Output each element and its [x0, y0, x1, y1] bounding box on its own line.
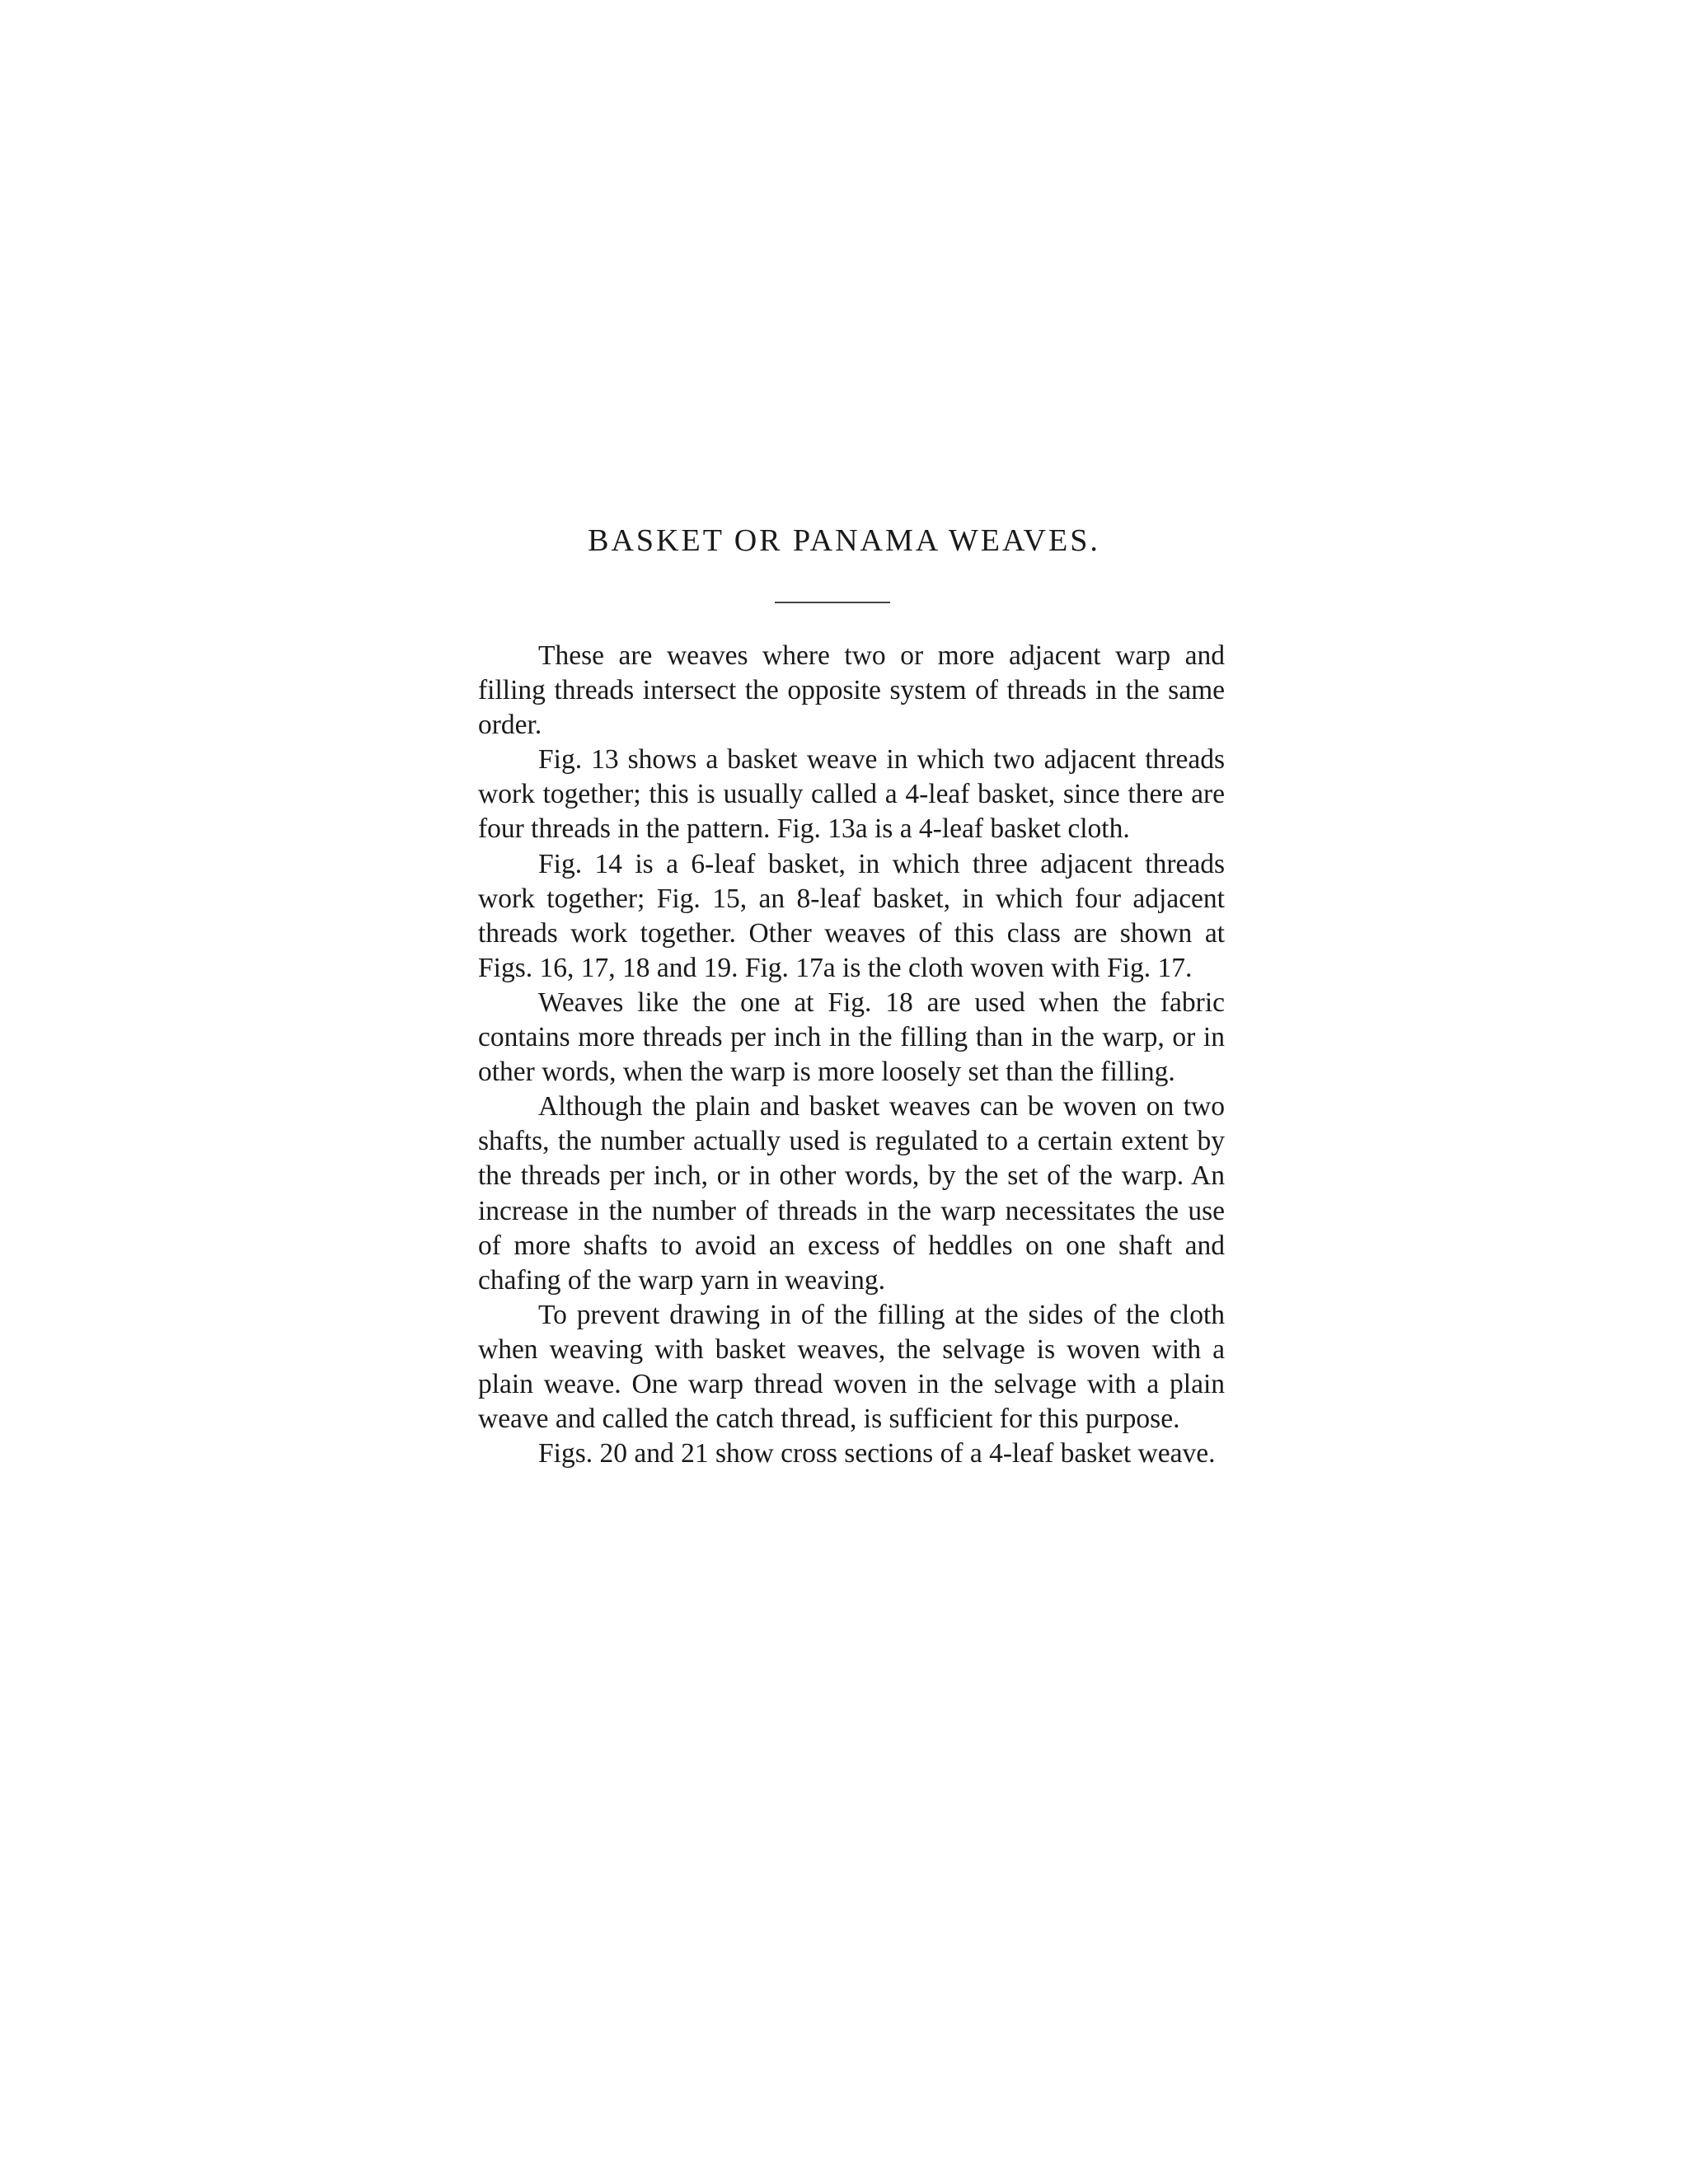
- paragraph: Fig. 13 shows a basket weave in which two adjacent threads work together; this is usually called a 4-leaf basket, since there are four threads in the pattern. Fig. 13a is a 4-leaf basket cloth.: [478, 744, 1225, 845]
- heading-divider: [775, 602, 890, 603]
- paragraph: Although the plain and basket weaves can be woven on two shafts, the number actually used is regulated to a certain extent by the threads per inch, or in other words, by the set of the warp. An increase in the number of threads in the warp necessitates the use of more shafts to avoid an excess of heddles on one shaft and chafing of the warp yarn in weaving.: [478, 1091, 1225, 1296]
- paragraph: These are weaves where two or more adjacent warp and filling threads intersect the opposite system of threads in the same order.: [478, 640, 1225, 741]
- paragraph: Figs. 20 and 21 show cross sections of a 4-leaf basket weave.: [538, 1438, 1216, 1469]
- page-heading: BASKET OR PANAMA WEAVES.: [588, 523, 1100, 558]
- body-text: [478, 639, 1225, 1471]
- paragraph: Fig. 14 is a 6-leaf basket, in which three adjacent threads work together; Fig. 15, an 8-leaf basket, in which four adjacent threads work together. Other weaves of this class are shown at Figs. 16, 17, 18 and 19. Fig. 17a is the cloth woven with Fig. 17.: [478, 848, 1225, 983]
- paragraph: Weaves like the one at Fig. 18 are used when the fabric contains more threads per inch in the filling than in the warp, or in other words, when the warp is more loosely set than the filling.: [478, 987, 1225, 1088]
- paragraph: To prevent drawing in of the filling at the sides of the cloth when weaving with basket weaves, the selvage is woven with a plain weave. One warp thread woven in the selvage with a plain weave and called the catch thread, is sufficient for this purpose.: [478, 1299, 1225, 1435]
